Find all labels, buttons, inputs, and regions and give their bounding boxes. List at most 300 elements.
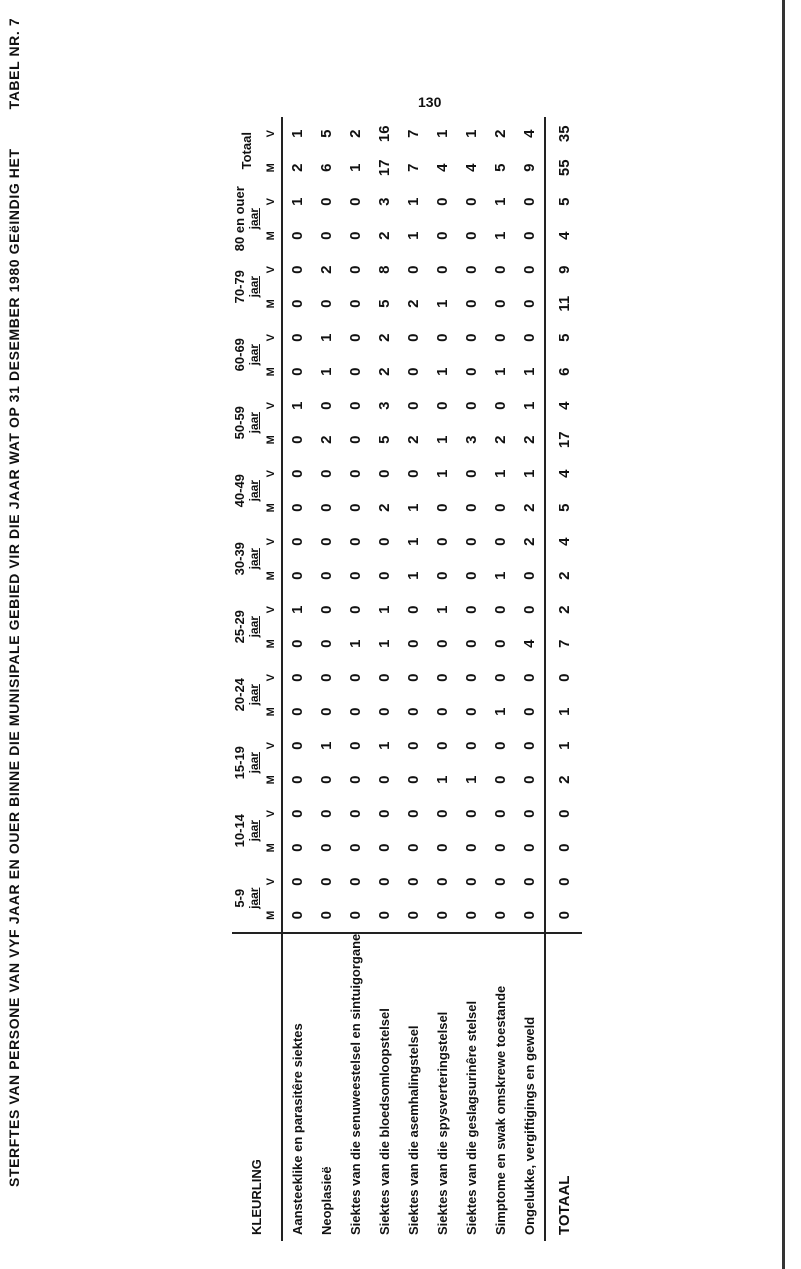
count-cell: 0 bbox=[405, 605, 422, 614]
count-cell: 2 bbox=[492, 129, 509, 138]
count-cell: 0 bbox=[521, 741, 538, 750]
count-cell: 0 bbox=[289, 469, 306, 478]
count-cell: 0 bbox=[492, 809, 509, 818]
count-cell: 0 bbox=[347, 673, 364, 682]
count-cell: 8 bbox=[376, 265, 393, 274]
male-header: M bbox=[265, 639, 277, 649]
count-cell: 1 bbox=[376, 605, 393, 614]
count-cell: 0 bbox=[318, 537, 335, 546]
count-cell: 0 bbox=[434, 503, 451, 512]
total-cell: 0 bbox=[545, 797, 582, 831]
count-cell: 0 bbox=[318, 707, 335, 716]
male-header: M bbox=[265, 503, 277, 513]
count-cell: 0 bbox=[376, 809, 393, 818]
count-cell: 0 bbox=[521, 605, 538, 614]
count-cell: 1 bbox=[405, 537, 422, 546]
page-number: 130 bbox=[418, 94, 442, 110]
count-cell: 0 bbox=[521, 877, 538, 886]
age-group-header bbox=[232, 729, 261, 797]
count-cell: 0 bbox=[289, 231, 306, 240]
count-cell: 0 bbox=[463, 265, 480, 274]
male-header: M bbox=[265, 571, 277, 581]
count-cell: 1 bbox=[434, 129, 451, 138]
count-cell: 0 bbox=[434, 537, 451, 546]
count-cell: 1 bbox=[492, 197, 509, 206]
count-cell: 2 bbox=[318, 435, 335, 444]
female-header: V bbox=[265, 334, 277, 342]
count-cell: 0 bbox=[289, 673, 306, 682]
count-cell: 0 bbox=[492, 775, 509, 784]
count-cell: 0 bbox=[318, 231, 335, 240]
count-cell: 0 bbox=[289, 775, 306, 784]
age-group-header bbox=[232, 253, 261, 321]
count-cell: 0 bbox=[492, 503, 509, 512]
age-group-label: 40-49 bbox=[232, 474, 247, 508]
count-cell: 0 bbox=[318, 911, 335, 920]
count-cell: 0 bbox=[463, 673, 480, 682]
count-cell: 1 bbox=[492, 367, 509, 376]
total-label: TOTAAL bbox=[545, 933, 582, 1241]
count-cell: 0 bbox=[434, 333, 451, 342]
count-cell: 0 bbox=[492, 299, 509, 308]
cause-label: Siektes van die asemhalingstelsel bbox=[399, 933, 428, 1241]
count-cell: 0 bbox=[376, 673, 393, 682]
count-cell: 7 bbox=[405, 163, 422, 172]
total-cell: 35 bbox=[545, 117, 582, 151]
count-cell: 0 bbox=[289, 843, 306, 852]
count-cell: 0 bbox=[318, 401, 335, 410]
count-cell: 0 bbox=[376, 469, 393, 478]
age-group-unit: jaar bbox=[247, 344, 261, 366]
total-cell: 4 bbox=[545, 389, 582, 423]
count-cell: 0 bbox=[463, 367, 480, 376]
count-cell: 6 bbox=[318, 163, 335, 172]
title-text: STERFTES VAN PERSONE VAN VYF JAAR EN OUER BINNE DIE MUNISIPALE GEBIED VIR DIE JAAR WAT OP 31 DESEMBER 1980 GEëINDIG HET bbox=[6, 148, 22, 1187]
count-cell: 0 bbox=[318, 571, 335, 580]
female-header: V bbox=[265, 878, 277, 886]
count-cell: 1 bbox=[492, 231, 509, 240]
count-cell: 1 bbox=[318, 333, 335, 342]
female-header: V bbox=[265, 402, 277, 410]
male-header: M bbox=[265, 299, 277, 309]
count-cell: 2 bbox=[376, 503, 393, 512]
count-cell: 1 bbox=[405, 197, 422, 206]
count-cell: 0 bbox=[434, 911, 451, 920]
count-cell: 0 bbox=[463, 333, 480, 342]
total-cell: 1 bbox=[545, 695, 582, 729]
male-header: M bbox=[265, 707, 277, 717]
count-cell: 0 bbox=[492, 877, 509, 886]
cause-label: Simptome en swak omskrewe toestande bbox=[486, 933, 515, 1241]
count-cell: 0 bbox=[405, 333, 422, 342]
count-cell: 1 bbox=[434, 435, 451, 444]
count-cell: 1 bbox=[463, 129, 480, 138]
count-cell: 1 bbox=[318, 741, 335, 750]
count-cell: 0 bbox=[463, 401, 480, 410]
count-cell: 4 bbox=[434, 163, 451, 172]
total-cell: 55 bbox=[545, 151, 582, 185]
count-cell: 0 bbox=[434, 265, 451, 274]
count-cell: 0 bbox=[289, 503, 306, 512]
count-cell: 0 bbox=[434, 401, 451, 410]
count-cell: 2 bbox=[405, 435, 422, 444]
count-cell: 0 bbox=[347, 333, 364, 342]
count-cell: 0 bbox=[405, 707, 422, 716]
table-title bbox=[6, 17, 22, 1187]
count-cell: 0 bbox=[289, 435, 306, 444]
count-cell: 1 bbox=[347, 639, 364, 648]
total-cell: 7 bbox=[545, 627, 582, 661]
count-cell: 0 bbox=[521, 333, 538, 342]
count-cell: 0 bbox=[289, 741, 306, 750]
count-cell: 0 bbox=[289, 537, 306, 546]
count-cell: 0 bbox=[492, 911, 509, 920]
count-cell: 0 bbox=[463, 503, 480, 512]
age-group-header bbox=[232, 593, 261, 661]
count-cell: 0 bbox=[434, 809, 451, 818]
count-cell: 1 bbox=[492, 571, 509, 580]
count-cell: 2 bbox=[376, 367, 393, 376]
count-cell: 1 bbox=[492, 469, 509, 478]
count-cell: 0 bbox=[521, 299, 538, 308]
age-group-header bbox=[232, 797, 261, 865]
age-group-unit: jaar bbox=[247, 752, 261, 774]
count-cell: 0 bbox=[405, 265, 422, 274]
male-header: M bbox=[265, 775, 277, 785]
total-cell: 1 bbox=[545, 729, 582, 763]
count-cell: 0 bbox=[463, 469, 480, 478]
count-cell: 0 bbox=[318, 673, 335, 682]
count-cell: 0 bbox=[521, 265, 538, 274]
count-cell: 5 bbox=[318, 129, 335, 138]
count-cell: 2 bbox=[521, 435, 538, 444]
count-cell: 0 bbox=[376, 537, 393, 546]
count-cell: 0 bbox=[492, 401, 509, 410]
count-cell: 0 bbox=[492, 741, 509, 750]
count-cell: 0 bbox=[521, 673, 538, 682]
count-cell: 0 bbox=[318, 503, 335, 512]
total-cell: 11 bbox=[545, 287, 582, 321]
age-group-label: 50-59 bbox=[232, 406, 247, 440]
age-group-header bbox=[232, 525, 261, 593]
count-cell: 0 bbox=[463, 741, 480, 750]
count-cell: 0 bbox=[463, 911, 480, 920]
count-cell: 0 bbox=[405, 809, 422, 818]
count-cell: 0 bbox=[521, 707, 538, 716]
count-cell: 0 bbox=[434, 571, 451, 580]
count-cell: 0 bbox=[434, 231, 451, 240]
count-cell: 0 bbox=[376, 707, 393, 716]
table-row bbox=[428, 117, 457, 1241]
total-cell: 2 bbox=[545, 559, 582, 593]
count-cell: 0 bbox=[434, 197, 451, 206]
age-group-label: 60-69 bbox=[232, 338, 247, 372]
age-group-label: 20-24 bbox=[232, 678, 247, 712]
cause-label: Siektes van die spysverteringstelsel bbox=[428, 933, 457, 1241]
table-row bbox=[486, 117, 515, 1241]
age-group-unit: jaar bbox=[247, 887, 261, 909]
male-header: M bbox=[265, 231, 277, 241]
count-cell: 0 bbox=[318, 843, 335, 852]
male-header: M bbox=[265, 843, 277, 853]
count-cell: 0 bbox=[347, 537, 364, 546]
count-cell: 0 bbox=[521, 843, 538, 852]
count-cell: 0 bbox=[289, 707, 306, 716]
female-header: V bbox=[265, 742, 277, 750]
count-cell: 2 bbox=[492, 435, 509, 444]
count-cell: 0 bbox=[347, 469, 364, 478]
count-cell: 2 bbox=[521, 537, 538, 546]
table-row bbox=[341, 117, 370, 1241]
count-cell: 0 bbox=[405, 639, 422, 648]
count-cell: 0 bbox=[434, 673, 451, 682]
count-cell: 0 bbox=[521, 231, 538, 240]
cause-label: Ongelukke, vergiftigings en geweld bbox=[515, 933, 545, 1241]
count-cell: 0 bbox=[492, 605, 509, 614]
age-group-unit: jaar bbox=[247, 616, 261, 638]
count-cell: 0 bbox=[347, 401, 364, 410]
count-cell: 0 bbox=[347, 911, 364, 920]
count-cell: 0 bbox=[492, 843, 509, 852]
count-cell: 1 bbox=[463, 775, 480, 784]
count-cell: 7 bbox=[405, 129, 422, 138]
mortality-table bbox=[232, 117, 582, 1241]
table-row bbox=[457, 117, 486, 1241]
age-group-unit: jaar bbox=[247, 208, 261, 230]
count-cell: 0 bbox=[521, 197, 538, 206]
female-header: V bbox=[265, 674, 277, 682]
row-label-header: KLEURLING bbox=[232, 933, 282, 1241]
count-cell: 1 bbox=[434, 367, 451, 376]
total-cell: 17 bbox=[545, 423, 582, 457]
count-cell: 3 bbox=[463, 435, 480, 444]
table-row bbox=[370, 117, 399, 1241]
count-cell: 0 bbox=[347, 741, 364, 750]
count-cell: 0 bbox=[347, 265, 364, 274]
total-cell: 0 bbox=[545, 865, 582, 899]
age-group-header bbox=[232, 389, 261, 457]
count-cell: 0 bbox=[405, 401, 422, 410]
count-cell: 0 bbox=[347, 503, 364, 512]
count-cell: 0 bbox=[347, 707, 364, 716]
age-group-unit: jaar bbox=[247, 820, 261, 842]
table-row bbox=[399, 117, 428, 1241]
count-cell: 0 bbox=[434, 707, 451, 716]
female-header: V bbox=[265, 538, 277, 546]
female-header: V bbox=[265, 266, 277, 274]
count-cell: 0 bbox=[463, 877, 480, 886]
count-cell: 0 bbox=[405, 911, 422, 920]
cause-label: Siektes van die bloedsomloopstelsel bbox=[370, 933, 399, 1241]
page-edge-rule bbox=[782, 0, 785, 1269]
total-cell: 4 bbox=[545, 457, 582, 491]
count-cell: 0 bbox=[463, 639, 480, 648]
count-cell: 0 bbox=[289, 367, 306, 376]
age-group-label: 5-9 bbox=[232, 888, 247, 908]
count-cell: 2 bbox=[405, 299, 422, 308]
count-cell: 16 bbox=[376, 125, 393, 143]
age-group-unit: jaar bbox=[247, 412, 261, 434]
cause-label: Siektes van die geslagsurinêre stelsel bbox=[457, 933, 486, 1241]
age-group-label: 80 en ouer bbox=[232, 186, 247, 252]
count-cell: 0 bbox=[289, 639, 306, 648]
count-cell: 1 bbox=[521, 367, 538, 376]
count-cell: 0 bbox=[434, 639, 451, 648]
cause-label: Siektes van die senuweestelsel en sintuigorgane bbox=[341, 933, 370, 1241]
total-cell: 5 bbox=[545, 185, 582, 219]
total-cell: 5 bbox=[545, 321, 582, 355]
table-number: TABEL NR. 7 bbox=[6, 17, 22, 110]
female-header: V bbox=[265, 810, 277, 818]
table-row bbox=[515, 117, 545, 1241]
age-group-header bbox=[232, 865, 261, 933]
count-cell: 0 bbox=[492, 673, 509, 682]
age-group-label: Totaal bbox=[239, 132, 254, 170]
count-cell: 2 bbox=[376, 333, 393, 342]
cause-label: Aansteeklike en parasitêre siektes bbox=[282, 933, 312, 1241]
count-cell: 2 bbox=[376, 231, 393, 240]
count-cell: 0 bbox=[492, 639, 509, 648]
count-cell: 4 bbox=[463, 163, 480, 172]
count-cell: 0 bbox=[318, 877, 335, 886]
count-cell: 0 bbox=[405, 877, 422, 886]
count-cell: 0 bbox=[376, 911, 393, 920]
count-cell: 0 bbox=[463, 571, 480, 580]
count-cell: 0 bbox=[347, 435, 364, 444]
count-cell: 1 bbox=[434, 299, 451, 308]
count-cell: 0 bbox=[347, 367, 364, 376]
age-group-header bbox=[232, 321, 261, 389]
count-cell: 0 bbox=[405, 741, 422, 750]
total-cell: 0 bbox=[545, 661, 582, 695]
count-cell: 0 bbox=[347, 571, 364, 580]
count-cell: 0 bbox=[318, 605, 335, 614]
age-group-unit: jaar bbox=[247, 276, 261, 298]
count-cell: 1 bbox=[405, 503, 422, 512]
count-cell: 0 bbox=[405, 367, 422, 376]
count-cell: 0 bbox=[376, 843, 393, 852]
count-cell: 1 bbox=[434, 775, 451, 784]
count-cell: 0 bbox=[347, 299, 364, 308]
total-cell: 0 bbox=[545, 831, 582, 865]
total-row bbox=[545, 117, 582, 1241]
total-cell: 2 bbox=[545, 593, 582, 627]
table-row bbox=[282, 117, 312, 1241]
age-group-label: 25-29 bbox=[232, 610, 247, 644]
count-cell: 1 bbox=[289, 605, 306, 614]
count-cell: 1 bbox=[289, 197, 306, 206]
count-cell: 2 bbox=[289, 163, 306, 172]
count-cell: 0 bbox=[492, 537, 509, 546]
male-header: M bbox=[265, 435, 277, 445]
count-cell: 0 bbox=[463, 605, 480, 614]
count-cell: 0 bbox=[492, 333, 509, 342]
total-cell: 9 bbox=[545, 253, 582, 287]
count-cell: 0 bbox=[318, 469, 335, 478]
count-cell: 2 bbox=[318, 265, 335, 274]
count-cell: 0 bbox=[318, 809, 335, 818]
count-cell: 1 bbox=[347, 163, 364, 172]
age-group-header bbox=[232, 117, 261, 185]
count-cell: 0 bbox=[405, 775, 422, 784]
count-cell: 0 bbox=[463, 231, 480, 240]
female-header: V bbox=[265, 470, 277, 478]
count-cell: 1 bbox=[521, 469, 538, 478]
total-cell: 5 bbox=[545, 491, 582, 525]
cause-label: Neoplasieë bbox=[312, 933, 341, 1241]
total-cell: 4 bbox=[545, 219, 582, 253]
count-cell: 0 bbox=[434, 877, 451, 886]
count-cell: 0 bbox=[318, 299, 335, 308]
age-group-unit: jaar bbox=[247, 548, 261, 570]
count-cell: 1 bbox=[434, 469, 451, 478]
age-group-unit: jaar bbox=[247, 684, 261, 706]
count-cell: 4 bbox=[521, 639, 538, 648]
count-cell: 3 bbox=[376, 401, 393, 410]
count-cell: 1 bbox=[376, 639, 393, 648]
female-header: V bbox=[265, 198, 277, 206]
table-row bbox=[312, 117, 341, 1241]
count-cell: 0 bbox=[347, 231, 364, 240]
count-cell: 1 bbox=[289, 129, 306, 138]
count-cell: 0 bbox=[405, 673, 422, 682]
age-group-header bbox=[232, 661, 261, 729]
age-group-header bbox=[232, 185, 261, 253]
count-cell: 0 bbox=[347, 809, 364, 818]
count-cell: 0 bbox=[289, 333, 306, 342]
age-group-label: 30-39 bbox=[232, 542, 247, 576]
count-cell: 5 bbox=[376, 435, 393, 444]
count-cell: 0 bbox=[521, 775, 538, 784]
count-cell: 0 bbox=[405, 469, 422, 478]
count-cell: 0 bbox=[376, 571, 393, 580]
count-cell: 0 bbox=[376, 877, 393, 886]
count-cell: 0 bbox=[434, 741, 451, 750]
total-cell: 6 bbox=[545, 355, 582, 389]
count-cell: 0 bbox=[347, 197, 364, 206]
count-cell: 0 bbox=[347, 877, 364, 886]
male-header: M bbox=[265, 910, 277, 920]
count-cell: 0 bbox=[318, 197, 335, 206]
count-cell: 0 bbox=[376, 775, 393, 784]
count-cell: 4 bbox=[521, 129, 538, 138]
count-cell: 0 bbox=[492, 265, 509, 274]
male-header: M bbox=[265, 163, 277, 173]
count-cell: 1 bbox=[405, 571, 422, 580]
count-cell: 0 bbox=[289, 911, 306, 920]
count-cell: 0 bbox=[521, 571, 538, 580]
count-cell: 0 bbox=[463, 537, 480, 546]
age-group-unit: jaar bbox=[247, 480, 261, 502]
count-cell: 0 bbox=[289, 809, 306, 818]
count-cell: 0 bbox=[463, 707, 480, 716]
count-cell: 9 bbox=[521, 163, 538, 172]
count-cell: 0 bbox=[289, 265, 306, 274]
count-cell: 0 bbox=[289, 877, 306, 886]
count-cell: 0 bbox=[318, 775, 335, 784]
total-cell: 0 bbox=[545, 899, 582, 933]
count-cell: 0 bbox=[318, 639, 335, 648]
count-cell: 1 bbox=[492, 707, 509, 716]
count-cell: 5 bbox=[376, 299, 393, 308]
count-cell: 0 bbox=[347, 605, 364, 614]
count-cell: 0 bbox=[521, 809, 538, 818]
count-cell: 0 bbox=[521, 911, 538, 920]
count-cell: 3 bbox=[376, 197, 393, 206]
total-cell: 4 bbox=[545, 525, 582, 559]
count-cell: 5 bbox=[492, 163, 509, 172]
total-cell: 2 bbox=[545, 763, 582, 797]
